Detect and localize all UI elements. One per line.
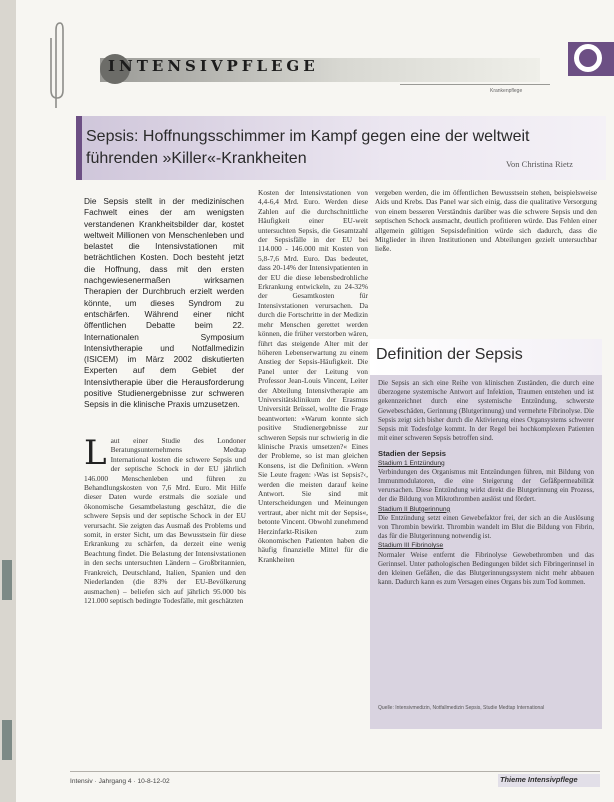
binding-edge — [0, 0, 16, 802]
article-column-1 — [84, 433, 246, 605]
article-title-box — [76, 116, 606, 180]
stadium-2-text: Die Entzündung setzt einen Gewebefaktor frei, der sich an die Auslösung von Thrombin bewirkt. Thrombin wandelt im Blut die Bildung von Fibrin, das für die Blutgerinnung notwendig ist. — [378, 513, 594, 541]
article-column-3: vergeben werden, die im öffentlichen Bewusstsein stehen, beispielsweise Aids und Krebs. Das Panel war sich einig, dass die qualitative Versorgung von einem besseren Verständnis darüber was die schwere Sepsis und den septischen Schock ausmacht, deutlich profitieren würde. Das Fehlen einer allgemein gültigen Sepsisdefinition würde sich dadurch, dass die Mitglieder in ihren Institutionen und Abteilungen gezielt untersuchbar ließe. — [375, 188, 597, 254]
header-rule — [400, 84, 550, 85]
edge-tab — [2, 720, 12, 760]
definition-title-bar — [370, 339, 602, 375]
stadien-title: Stadien der Sepsis — [378, 449, 446, 459]
stadium-2-title: Stadium II Blutgerinnung — [378, 505, 451, 513]
article-author: Von Christina Rietz — [506, 159, 573, 169]
stadium-1-title: Stadium 1 Entzündung — [378, 459, 445, 467]
article-column-2: Kosten der Intensivstationen von 4,4-6,4 Mrd. Euro. Werden diese Zahlen auf die durchschnittliche Häufigkeit einer EU-weit untersuchten Sepsis, die Gesamtzahl der Sepsisfälle in der EU bei 114.000 - 146.000 mit Kosten von 5,8-7,6 Mrd. Euro. Das bedeutet, dass 20-14% der Intensivpatienten in der EU die diese lebensbedrohliche Erkrankung entwickeln, zu 24-32% der Gesamtkosten für Intensivstationen verursachen. Da durch die Fortschritte in der Medizin mehr Menschen gerettet werden können, die früher verstorben wären, führt das steigende Alter mit der höheren Lebenserwartung zu einem Anstieg der Sepsis-Häufigkeit. Die Panel unter der Leitung von Professor Jean-Louis Vincent, Leiter der Abteilung Intensivtherapie am Universitätsklinikum der Erasmus Universität Brüssel, wollte die Frage beantworten: »Warum konnte sich positive Studienergebnisse zur schweren Sepsis nur schwierig in die klinische Praxis umsetzen?« Eines der Probleme, so ist man gleichen Konsens, ist die Definition. »Wenn Sie Leute fragen: ›Was ist Sepsis?‹, werden die meisten darauf keine Antwort. Sie sind mit Unterscheidungen und Meinungen vertraut, aber nicht mit der Sepsis«, betonte Vincent. Obwohl zunehmend Herzinfarkt-Risiken zum ökonomischen Patienten haben die häufig finanzielle Mittel für die Krankheiten — [258, 188, 368, 564]
footer-logo: Thieme Intensivpflege — [500, 775, 578, 784]
footer-rule — [70, 771, 600, 772]
definition-lead: Die Sepsis an sich eine Reihe von klinischen Zuständen, die durch eine überzogene systemische Antwort auf Infektion, Traumen entstehen und ist gekennzeichnet durch eine systemische Entzündung, schwerste Gewebeschäden, Gerinnung (Blutgerinnung) und vermehrte Fibrinolyse. Die Sepsis zeigt sich bisher durch die Aktivierung eines Organsystems schwerer Sepsis mit Todesfolge kommt. In der Regel bei hochkomplexen Patienten mit einer schweren Sepsis betroffen sind. — [378, 379, 594, 443]
paperclip-icon — [48, 20, 64, 112]
section-subtitle: Krankenpflege — [490, 88, 523, 94]
stadium-3-text: Normaler Weise entfernt die Fibrinolyse Gewebethromben und das Gerinnsel. Unter pathologischen Bedingungen bildet sich Fibringerinnsel in den kleinen Gefäßen, die das Blutgerinnungssystem nicht mehr abbauen kann. Dadurch kann es zum Versagen eines Organs bis zum Tod kommen. — [378, 550, 594, 587]
drop-cap: L — [84, 433, 107, 473]
definition-box — [370, 339, 602, 729]
article-intro: Die Sepsis stellt in der medizinischen Fachwelt eines der am wenigsten verstandenen Krankheitsbilder dar, kostet weltweit Millionen von Menschenleben und belastet die Intensivstationen mit beträchtlichen Kosten. Doch besteht jetzt die Hoffnung, dass mit den ersten nachgewiesenermaßen wirksamen Therapien der Durchbruch erzielt werden könnte, um dieses Syndrom zu entschärfen. Während einer nicht öffentlichen Debatte beim 22. Internationalen Symposium Intensivtherapie und Notfallmedizin (ISICEM) im März 2002 diskutierten Experten auf dem Gebiet der Intensivtherapie über die Herausforderung positive Studienergebnisse zur schweren Sepsis in die klinische Praxis umzusetzen. — [84, 196, 244, 410]
stadium-1-text: Verbindungen des Organismus mit Entzündungen führen, mit Bildung von Immunmodulatoren, die eine Steigerung der Gefäßpermeabilität verursachen. Diese Entzündung wirkt direkt die Blutgerinnung ein Prozess, der die Bildung von Mikrothromben auslöst und fördert. — [378, 467, 594, 504]
corner-logo — [568, 42, 614, 76]
definition-body — [378, 379, 594, 587]
circle-icon — [574, 44, 602, 72]
title-accent — [76, 116, 82, 180]
column-1-text: aut einer Studie des Londoner Beratungsunternehmens Medtap International kosten die schwere Sepsis und der septische Schock in der EU jährlich 146.000 Menschenleben und führen zu Behandlungskosten von 7,6 Mrd. Euro. Mit Hilfe dieser Daten wurde erstmals die soziale und ökonomische Gesamtbelastung geschätzt, die die schwere Sepsis und der septische Schock in der EU verursacht. Sie zeigten das Ausmaß des Problems und somit, in erster Sicht, um das Bewusstsein für diese Erkrankung zu schärfen, da derzeit eine wenig Beachtung findet. Die Belastung der Intensivstationen in den sechs untersuchten Ländern – Großbritannien, Frankreich, Deutschland, Italien, Spanien und den Niederlanden (die 83% der EU-Bevölkerung ausmachen) – beliefen sich auf jährlich 95.000 bis 121.000 septisch bedingte Todesfälle, mit geschätzten — [84, 436, 246, 605]
definition-title: Definition der Sepsis — [376, 346, 523, 363]
article-title: Sepsis: Hoffnungsschimmer im Kampf gegen eine der weltweit führenden »Killer«-Krankheiten — [86, 128, 530, 167]
edge-tab — [2, 560, 12, 600]
stadium-3-title: Stadium III Fibrinolyse — [378, 542, 444, 550]
footer-info: Intensiv · Jahrgang 4 · 10-8-12-02 — [70, 778, 170, 785]
definition-footnote: Quelle: Intensivmedizin, Notfallmedizin Sepsis, Studie Medtap International — [378, 705, 545, 711]
section-header — [70, 52, 610, 94]
section-title: INTENSIVPFLEGE — [108, 57, 319, 75]
